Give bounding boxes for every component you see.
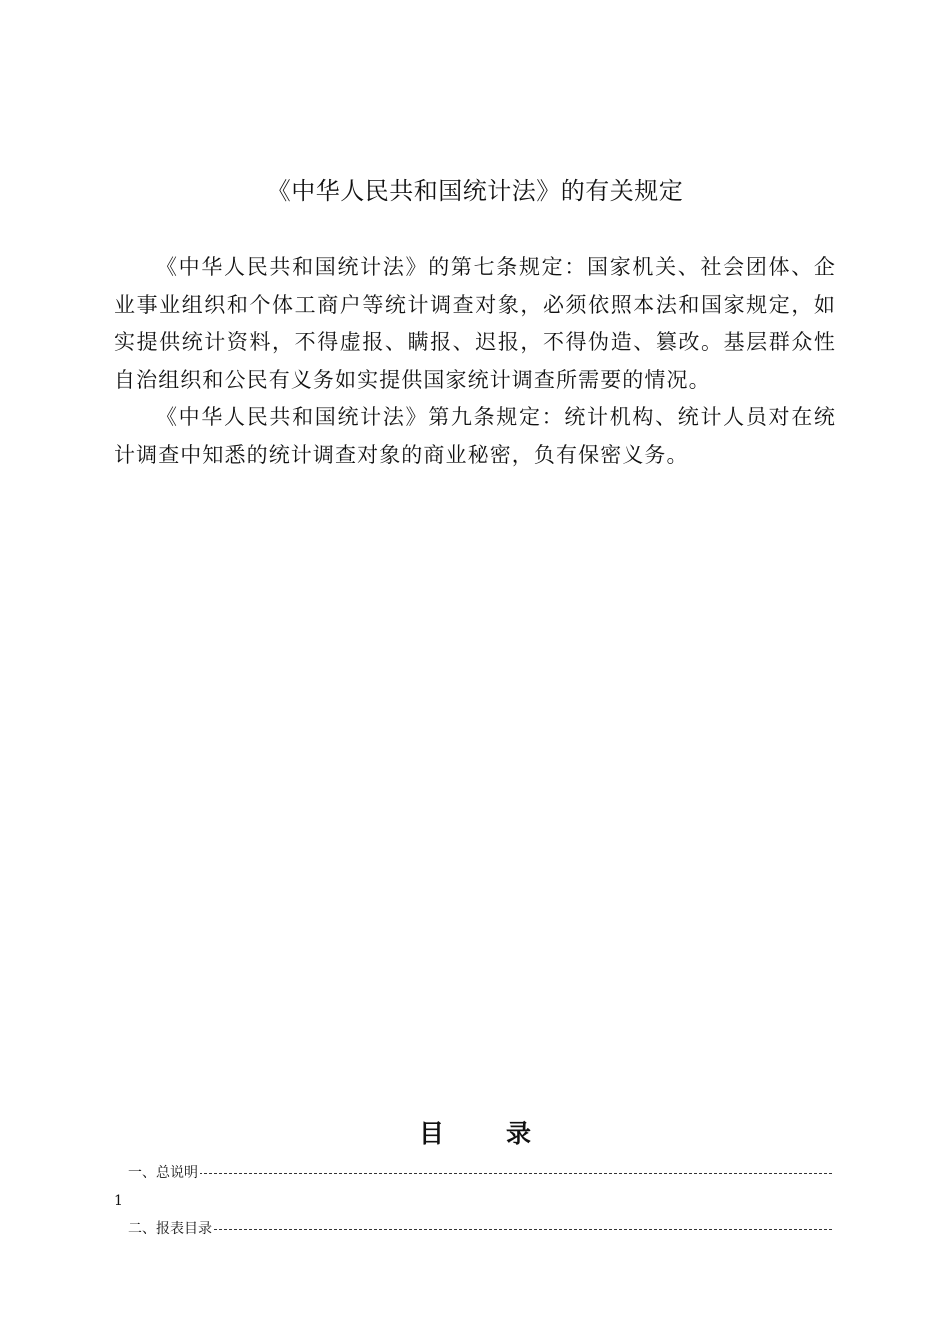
toc-heading: 目录 <box>418 1119 593 1148</box>
table-of-contents <box>114 1160 836 1242</box>
document-title: 《中华人民共和国统计法》的有关规定 <box>266 177 684 205</box>
toc-dot-leader <box>114 1173 832 1174</box>
toc-entry-label: 一、总说明 <box>114 1165 200 1181</box>
toc-dot-leader <box>114 1229 832 1230</box>
toc-entry-page-number: 1 <box>114 1193 123 1209</box>
document-body <box>114 249 836 474</box>
paragraph-article-9: 《中华人民共和国统计法》第九条规定：统计机构、统计人员对在统计调查中知悉的统计调查对象的商业秘密，负有保密义务。 <box>114 405 836 467</box>
toc-entry-report-catalog[interactable] <box>114 1216 836 1242</box>
paragraph-article-7: 《中华人民共和国统计法》的第七条规定：国家机关、社会团体、企业事业组织和个体工商户等统计调查对象，必须依照本法和国家规定，如实提供统计资料，不得虚报、瞒报、迟报，不得伪造、篡改。基层群众性自治组织和公民有义务如实提供国家统计调查所需要的情况。 <box>114 255 836 392</box>
toc-entry-label: 二、报表目录 <box>114 1221 214 1237</box>
toc-entry-general-notes[interactable] <box>114 1160 836 1186</box>
